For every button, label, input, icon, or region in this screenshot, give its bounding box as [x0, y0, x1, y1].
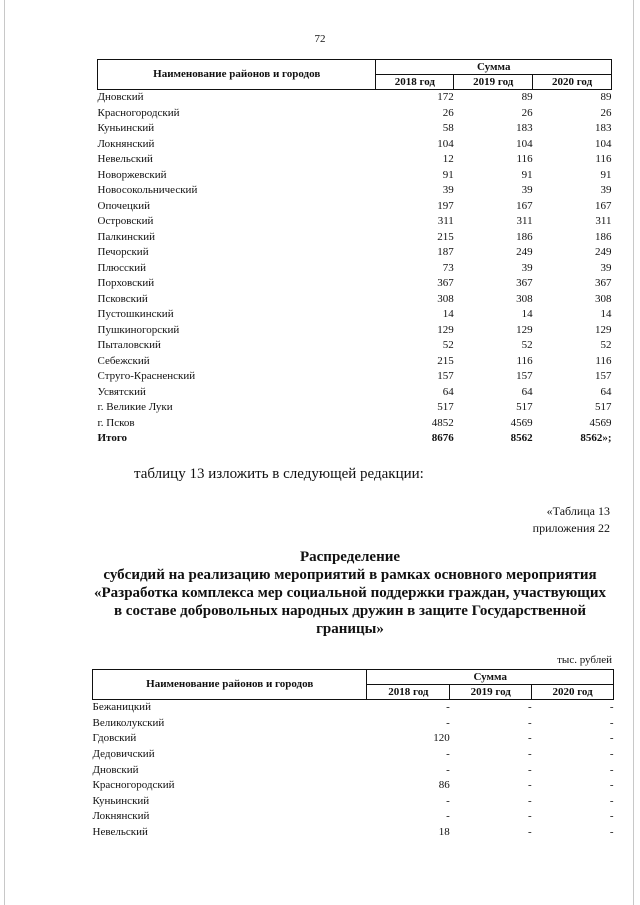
table-row [98, 90, 612, 106]
cell-2020: 64 [600, 385, 612, 398]
cell-2018: 517 [437, 401, 454, 414]
cell-name: Пыталовский [97, 339, 161, 352]
cell-name: Гдовский [92, 732, 137, 745]
table-row [98, 183, 612, 199]
cell-2020: 14 [600, 308, 612, 321]
cell-name: Псковский [97, 292, 148, 305]
cell-2019: 249 [516, 246, 533, 259]
table-row [98, 416, 612, 432]
table-row [98, 214, 612, 230]
table-row [93, 762, 614, 778]
cell-name: Палкинский [97, 230, 156, 243]
cell-2019: - [527, 763, 532, 776]
table-row [98, 168, 612, 184]
table-row [93, 809, 614, 825]
table-ref-line1: «Таблица 13 [546, 504, 610, 518]
cell-2020: - [609, 748, 614, 761]
table-row [98, 106, 612, 122]
cell-2019: 183 [516, 122, 533, 135]
cell-2019: 116 [516, 354, 533, 367]
table-row [93, 747, 614, 763]
cell-2019: 308 [516, 292, 533, 305]
table-row [98, 323, 612, 339]
total-cell-2020: 8562»; [580, 432, 612, 445]
cell-name: Струго-Красненский [97, 370, 196, 383]
cell-2020: 52 [600, 339, 612, 352]
cell-2018: 197 [437, 199, 454, 212]
cell-2019: 14 [521, 308, 533, 321]
cell-2019: 116 [516, 153, 533, 166]
cell-name: Пушкиногорский [97, 323, 180, 336]
instruction-text: таблицу 13 изложить в следующей редакции: [134, 466, 424, 482]
cell-2019: 367 [516, 277, 533, 290]
cell-name: Бежаницкий [92, 701, 151, 714]
scan-edge-right [633, 0, 634, 905]
cell-name: Усвятский [97, 385, 146, 398]
table-row [93, 778, 614, 794]
table-row [98, 400, 612, 416]
table-row [98, 369, 612, 385]
cell-name: Великолукский [92, 716, 165, 729]
table-row [93, 716, 614, 732]
cell-2020: - [609, 716, 614, 729]
cell-2018: 308 [437, 292, 454, 305]
cell-2018: - [446, 701, 450, 714]
table-row [98, 261, 612, 277]
cell-2020: 39 [600, 184, 612, 197]
cell-2018: 120 [433, 732, 450, 745]
cell-2019: - [527, 779, 532, 792]
total-row [98, 431, 612, 447]
cell-2018: 4852 [431, 416, 454, 429]
cell-2018: 73 [442, 261, 454, 274]
unit-label: тыс. рублей [557, 654, 612, 666]
cell-2019: 26 [521, 106, 533, 119]
table-row [93, 825, 614, 841]
cell-2018: 86 [438, 779, 450, 792]
cell-2020: - [609, 732, 614, 745]
cell-2018: 12 [442, 153, 454, 166]
cell-2018: 18 [438, 826, 450, 839]
cell-2018: 91 [442, 168, 454, 181]
cell-2019: 39 [521, 261, 533, 274]
table-row [98, 338, 612, 354]
cell-2019: 157 [516, 370, 533, 383]
cell-name: Новосокольнический [97, 184, 198, 197]
cell-2020: 4569 [589, 416, 612, 429]
cell-2018: - [446, 810, 450, 823]
cell-name: Печорский [97, 246, 149, 259]
cell-name: Локнянский [92, 810, 150, 823]
cell-2019: 91 [521, 168, 533, 181]
total-cell-2019: 8562 [510, 432, 533, 445]
cell-2019: 52 [521, 339, 533, 352]
table-2 [92, 669, 614, 840]
cell-2020: 167 [595, 199, 612, 212]
cell-2020: - [609, 701, 614, 714]
cell-name: Красногородский [97, 106, 180, 119]
cell-2020: 129 [595, 323, 612, 336]
table2-header-name: Наименование районов и городов [93, 670, 367, 700]
cell-2019: - [527, 826, 532, 839]
cell-2018: 14 [442, 308, 454, 321]
cell-2020: - [609, 826, 614, 839]
cell-name: Куньинский [97, 122, 155, 135]
cell-name: г. Псков [97, 416, 135, 429]
cell-2018: 367 [437, 277, 454, 290]
cell-2019: 167 [516, 199, 533, 212]
cell-2018: 104 [437, 137, 454, 150]
cell-2020: - [609, 763, 614, 776]
cell-2020: 116 [595, 153, 612, 166]
cell-name: Пустошкинский [97, 308, 174, 321]
table2-header-year: 2020 год [532, 685, 614, 700]
cell-2019: 129 [516, 323, 533, 336]
cell-2020: 157 [595, 370, 612, 383]
cell-name: Себежский [97, 354, 150, 367]
cell-name: Невельский [92, 826, 148, 839]
cell-2019: - [527, 701, 532, 714]
cell-name: Дновский [97, 91, 144, 104]
cell-name: Невельский [97, 153, 153, 166]
cell-2020: - [609, 779, 614, 792]
cell-2018: 26 [442, 106, 454, 119]
table-1 [97, 59, 612, 447]
cell-name: Локнянский [97, 137, 155, 150]
cell-2020: 26 [600, 106, 612, 119]
table1-header-sum: Сумма [376, 60, 612, 75]
table-row [98, 137, 612, 153]
table-row [93, 731, 614, 747]
cell-2020: 183 [595, 122, 612, 135]
cell-2018: 64 [442, 385, 454, 398]
cell-2020: - [609, 794, 614, 807]
title-line: «Разработка комплекса мер социальной поддержки граждан, участвующих [94, 585, 606, 601]
scan-edge-left [4, 0, 5, 905]
cell-2020: 89 [600, 91, 612, 104]
cell-2020: 186 [595, 230, 612, 243]
title-line: границы» [316, 621, 384, 637]
cell-name: г. Великие Луки [97, 401, 173, 414]
cell-2019: 89 [521, 91, 533, 104]
table1-header-year: 2019 год [454, 75, 533, 90]
cell-name: Куньинский [92, 794, 150, 807]
cell-2020: 311 [595, 215, 612, 228]
table-row [93, 700, 614, 716]
distribution-title [60, 548, 640, 638]
cell-2020: 116 [595, 354, 612, 367]
cell-2020: 249 [595, 246, 612, 259]
table-row [98, 385, 612, 401]
table1-header-year: 2020 год [533, 75, 612, 90]
cell-2019: - [527, 732, 532, 745]
cell-2019: - [527, 794, 532, 807]
cell-2019: 517 [516, 401, 533, 414]
table2-header-year: 2018 год [367, 685, 450, 700]
table1-header-year: 2018 год [376, 75, 454, 90]
cell-2019: 39 [521, 184, 533, 197]
cell-2020: 308 [595, 292, 612, 305]
cell-2019: 186 [516, 230, 533, 243]
cell-2019: - [527, 810, 532, 823]
table-row [98, 276, 612, 292]
cell-2020: 517 [595, 401, 612, 414]
table2-header-sum: Сумма [367, 670, 614, 685]
cell-2018: 172 [437, 91, 454, 104]
table-row [98, 245, 612, 261]
cell-2020: - [609, 810, 614, 823]
cell-name: Островский [97, 215, 154, 228]
cell-name: Дедовичский [92, 748, 155, 761]
cell-2018: - [446, 748, 450, 761]
table-row [98, 292, 612, 308]
cell-2019: 104 [516, 137, 533, 150]
cell-2020: 367 [595, 277, 612, 290]
total-cell-name: Итого [97, 432, 128, 445]
cell-2018: 157 [437, 370, 454, 383]
cell-name: Порховский [97, 277, 155, 290]
table1-header-name: Наименование районов и городов [98, 60, 376, 90]
table-row [98, 121, 612, 137]
table2-header-year: 2019 год [450, 685, 532, 700]
cell-2020: 39 [600, 261, 612, 274]
title-line: в составе добровольных народных дружин в защите Государственной [113, 603, 587, 619]
cell-2019: - [527, 716, 532, 729]
total-cell-2018: 8676 [431, 432, 454, 445]
table-row [98, 152, 612, 168]
cell-2018: 311 [437, 215, 454, 228]
cell-2018: - [446, 716, 450, 729]
cell-2018: 39 [442, 184, 454, 197]
cell-2019: - [527, 748, 532, 761]
table-ref-line2: приложения 22 [532, 521, 610, 535]
title-line: Распределение [299, 549, 401, 565]
cell-name: Опочецкий [97, 199, 150, 212]
cell-2019: 64 [521, 385, 533, 398]
cell-2018: 52 [442, 339, 454, 352]
cell-2018: 215 [437, 230, 454, 243]
cell-2019: 4569 [510, 416, 533, 429]
title-line: субсидий на реализацию мероприятий в рамках основного мероприятия [103, 567, 597, 583]
cell-2018: 58 [442, 122, 454, 135]
cell-name: Новоржевский [97, 168, 167, 181]
table-row [98, 199, 612, 215]
table-row [93, 794, 614, 810]
cell-name: Плюсский [97, 261, 147, 274]
table-row [98, 230, 612, 246]
cell-2020: 104 [595, 137, 612, 150]
cell-2020: 91 [600, 168, 612, 181]
cell-2019: 311 [516, 215, 533, 228]
table-row [98, 354, 612, 370]
cell-2018: - [446, 763, 450, 776]
cell-2018: 215 [437, 354, 454, 367]
page-number: 72 [314, 33, 326, 45]
cell-name: Красногородский [92, 779, 175, 792]
cell-2018: 129 [437, 323, 454, 336]
table-row [98, 307, 612, 323]
cell-2018: 187 [437, 246, 454, 259]
cell-name: Дновский [92, 763, 139, 776]
cell-2018: - [446, 794, 450, 807]
